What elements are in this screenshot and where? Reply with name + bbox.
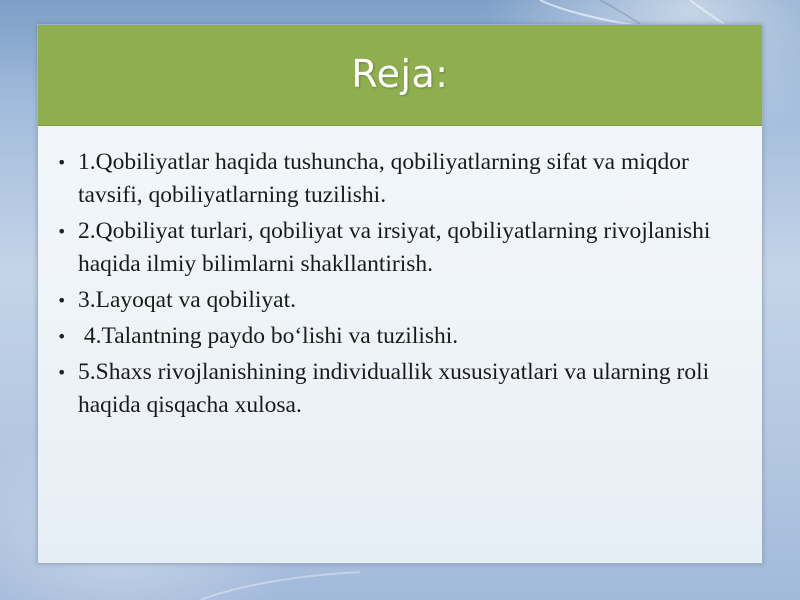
list-item xyxy=(57,215,747,281)
list-item-text: 3.Layoqat va qobiliyat. xyxy=(78,287,296,313)
list-item xyxy=(57,284,747,317)
list-item-text: 2.Qobiliyat turlari, qobiliyat va irsiyat, qobiliyatlarning rivojlanishi haqida ilmiy bilimlarni shakllantirish. xyxy=(78,218,711,277)
bullet-icon: • xyxy=(57,363,67,382)
bullet-icon: • xyxy=(57,153,67,172)
bullet-list xyxy=(57,146,747,425)
list-item-text: 4.Talantning paydo bo‘lishi va tuzilishi. xyxy=(78,323,459,349)
title-bar xyxy=(38,25,762,126)
bullet-icon: • xyxy=(57,327,67,346)
list-item xyxy=(57,356,747,422)
bullet-icon: • xyxy=(57,291,67,310)
list-item xyxy=(57,320,747,353)
bullet-icon: • xyxy=(57,222,67,241)
list-item-text: 1.Qobiliyatlar haqida tushuncha, qobiliyatlarning sifat va miqdor tavsifi, qobiliyatlarning tuzilishi. xyxy=(78,149,689,208)
list-item-text: 5.Shaxs rivojlanishining individuallik xususiyatlari va ularning roli haqida qisqacha xulosa. xyxy=(78,359,710,418)
list-item xyxy=(57,146,747,212)
slide-title: Reja: xyxy=(351,52,449,96)
